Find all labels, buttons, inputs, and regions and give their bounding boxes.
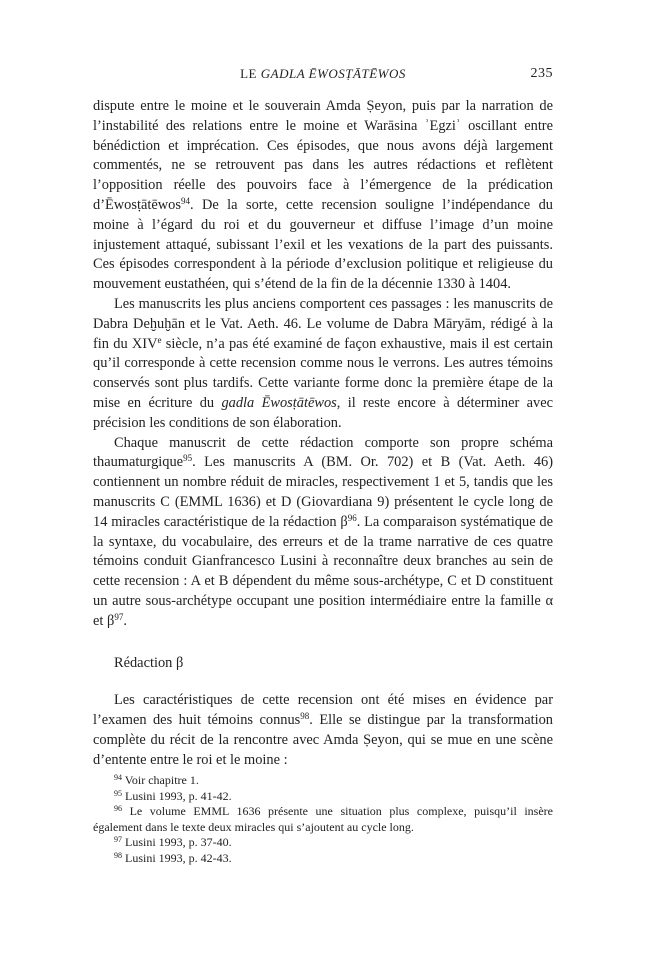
main-text — [93, 97, 553, 771]
text-run: Les manuscrits les plus anciens comportent ces passages : les manuscrits de Dabra Deḫuḫān et le Vat. Aeth. 46. Le volume de Dabra Māryām, rédigé à la fin du XIV — [93, 295, 553, 352]
footnote-number: 94 — [114, 773, 122, 782]
footnote-text: Voir chapitre 1. — [122, 773, 199, 787]
text-run: . Elle se distingue par la transformation complète du récit de la rencontre avec Amda Ṣeyon, qui se mue en une scène d’entente entre le roi et le moine : — [93, 712, 553, 768]
italic-title: gadla Ēwosṭātēwos — [221, 394, 337, 411]
text-run: , il reste encore à déterminer avec précision les conditions de son élaboration. — [93, 394, 553, 431]
paragraphs-before-heading — [93, 97, 553, 632]
text-run: . La comparaison systématique de la syntaxe, du vocabulaire, des erreurs et de la trame narrative de ces quatre témoins conduit Gianfrancesco Lusini à reconnaître deux branches au sein de cette recension : A et B dépendent du même sous-archétype, C et D constituent un autre sous-archétype occupant une position intermédiaire entre la famille α et β — [93, 513, 553, 629]
footnote-text: Le volume EMML 1636 présente une situation plus complexe, puisqu’il insère également dans le texte deux miracles qui s’ajoutent au cycle long. — [93, 804, 553, 834]
page-number: 235 — [530, 66, 553, 81]
text-run: . De la sorte, cette recension souligne l’indépendance du moine à l’égard du roi et du gouverneur et diffuse l’image d’un moine injustement attaqué, subissant l’exil et les vexations de la part des puissants. Ces épisodes correspondent à la période d’exclusion politique et religieuse du mouvement eustathéen, qui s’étend de la fin de la décennie 1330 à 1404. — [93, 196, 553, 293]
paragraph — [93, 295, 553, 434]
footnote-text: Lusini 1993, p. 42-43. — [122, 850, 232, 865]
footnote-number: 95 — [114, 788, 122, 798]
section-heading: Rédaction β — [114, 654, 184, 671]
footnote-number: 97 — [114, 835, 122, 845]
footnote — [93, 851, 553, 867]
running-title — [93, 66, 553, 82]
footnote-text: Lusini 1993, p. 41-42. — [122, 788, 232, 803]
running-title-prefix: LE — [240, 66, 261, 81]
footnote-text: Lusini 1993, p. 37-40. — [122, 835, 232, 850]
footnote-ref: 94 — [180, 195, 190, 206]
text-run: Les caractéristiques de cette recension ont été mises en évidence par l’examen des huit témoins connus — [93, 692, 553, 729]
footnote-ref: 97 — [114, 611, 124, 622]
footnote — [93, 773, 553, 789]
text-run: . Les manuscrits A (BM. Or. 702) et B (Vat. Aeth. 46) contiennent un nombre réduit de miracles, respectivement 1 et 5, tandis que les manuscrits C (EMML 1636) et D (Giovardiana 9) présentent le cycle long de 14 miracles caractéristique de la rédaction β — [93, 454, 553, 530]
text-run: . — [123, 612, 127, 629]
paragraphs-after-heading — [93, 691, 553, 770]
text-run: dispute entre le moine et le souverain Amda Ṣeyon, puis par la narration de l’instabilité des relations entre le moine et Warāsina ʾEgziʾ oscillant entre bénédiction et imprécation. Ces épisodes, que nous avons déjà largement commentés, ne se retrouvent pas dans les autres rédactions et reflètent l’opposition réelle des pouvoirs face à l’émergence de la prédication d’Ēwosṭātēwos — [93, 98, 553, 213]
footnote-ref: 95 — [183, 453, 193, 464]
footnote-ref: 98 — [300, 711, 310, 722]
footnote-ref: e — [157, 334, 162, 345]
footnote — [93, 835, 553, 851]
text-run: Chaque manuscrit de cette rédaction comporte son propre schéma thaumaturgique — [93, 434, 553, 471]
footnote — [93, 804, 553, 835]
running-title-italic: GADLA ĒWOSṬĀTĒWOS — [260, 66, 406, 81]
paragraph — [93, 97, 553, 295]
text-run: siècle, n’a pas été examiné de façon exhaustive, mais il est certain qu’il corresponde à cette recension comme nous le verrons. Les autres témoins conservés sont plus tardifs. Cette variante forme donc la première étape de la mise en écriture du — [93, 335, 553, 411]
footnotes — [93, 773, 553, 867]
paragraph — [93, 434, 553, 632]
paragraph — [93, 691, 553, 770]
footnote-ref: 96 — [347, 512, 357, 523]
page-header — [93, 66, 553, 84]
footnote — [93, 789, 553, 805]
footnote-number: 98 — [114, 850, 122, 860]
footnote-number: 96 — [114, 804, 122, 814]
